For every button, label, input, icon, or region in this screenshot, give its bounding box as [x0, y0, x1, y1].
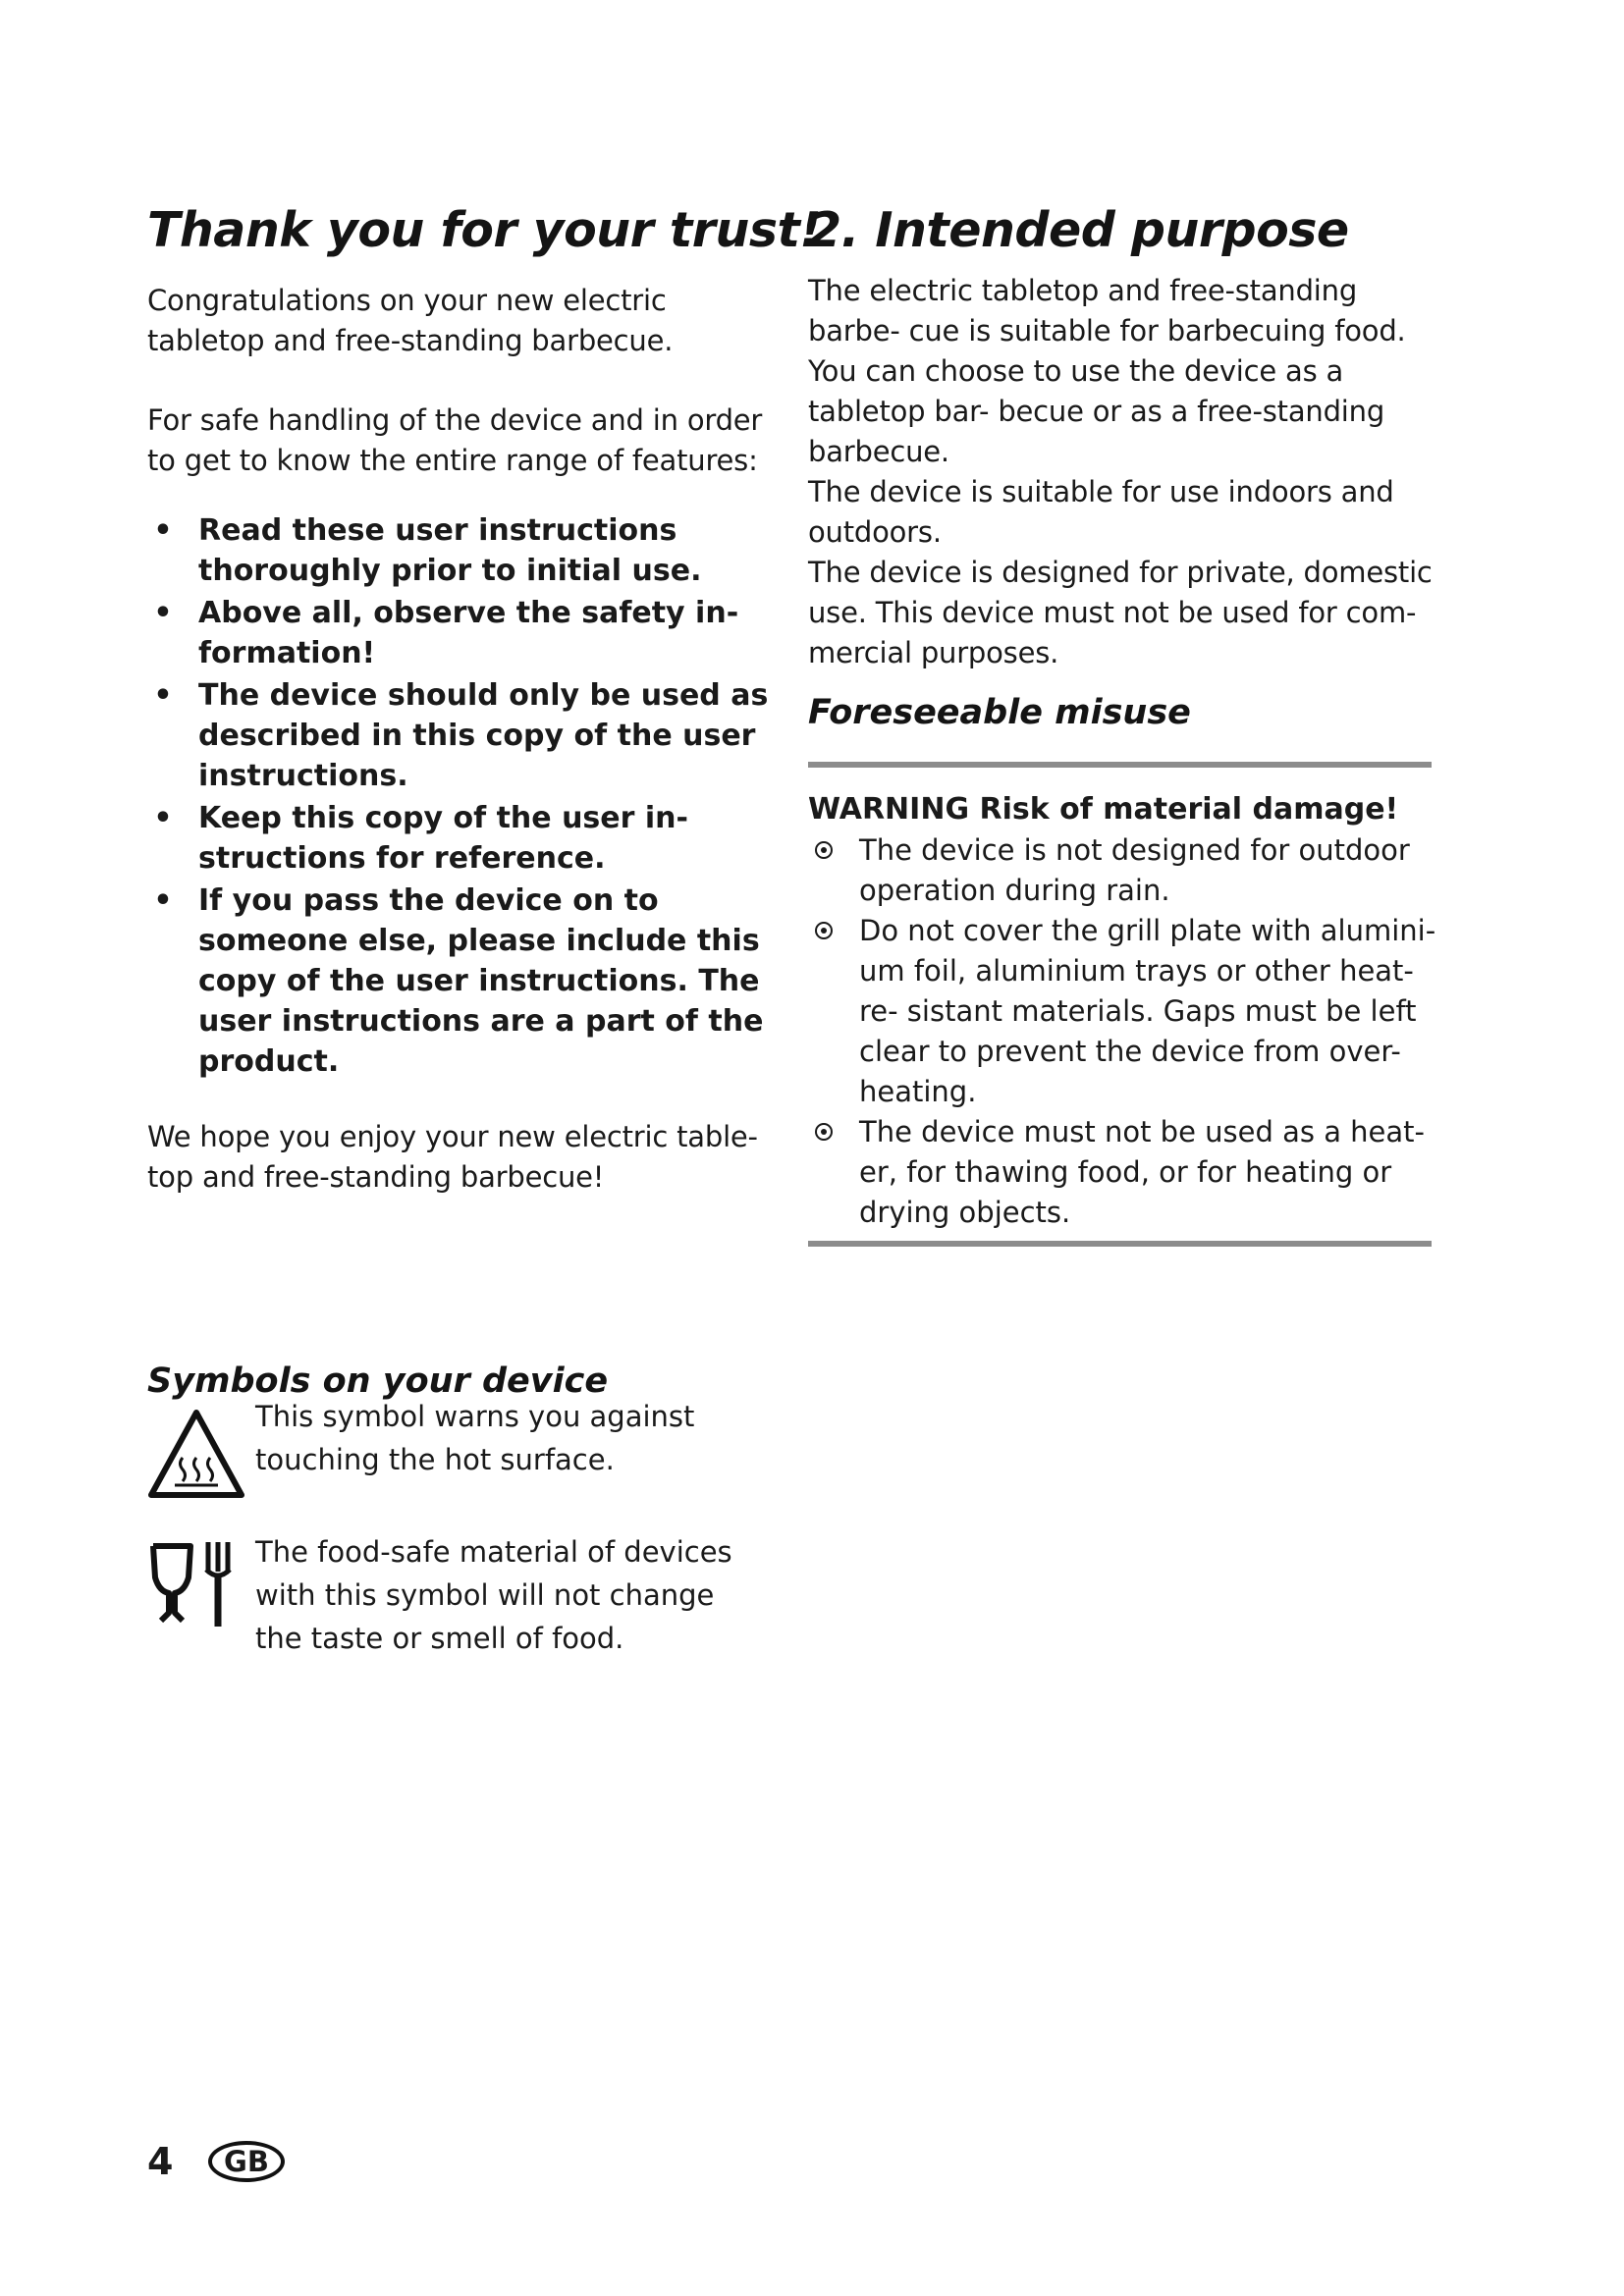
intended-purpose-heading: 2. Intended purpose [808, 202, 1349, 258]
country-code-badge: GB [208, 2141, 285, 2182]
instruction-list [147, 510, 776, 1082]
circle-dot-bullet-icon [814, 840, 834, 860]
list-item: • Above all, observe the safety in- formation! [147, 593, 776, 673]
thank-you-heading: Thank you for your trust! [147, 202, 822, 258]
bullet-icon: • [153, 596, 173, 630]
bullet-icon: • [153, 513, 173, 548]
bullet-icon: • [153, 883, 173, 918]
page-number: 4 [147, 2140, 174, 2183]
list-item: • The device should only be used as described in this copy of the user instructions. [147, 675, 776, 796]
symbol-row-hot-surface [147, 1395, 795, 1505]
closing-paragraph: We hope you enjoy your new electric table- top and free-standing barbecue! [147, 1120, 758, 1194]
symbol-row-food-safe [147, 1530, 795, 1660]
intro-paragraph-2: For safe handling of the device and in order to get to know the entire range of features: [147, 403, 763, 477]
list-item: Do not cover the grill plate with alumini- um foil, aluminium trays or other heat-re- sistant materials. Gaps must be left clear to prevent the device from over- heating. [808, 911, 1441, 1112]
hot-surface-warning-icon [147, 1395, 255, 1505]
food-safe-description: The food-safe material of devices with this symbol will not change the taste or smell of food. [255, 1535, 732, 1655]
section-divider-top [808, 762, 1432, 768]
hot-surface-description: This symbol warns you against touching the hot surface. [255, 1400, 695, 1476]
purpose-paragraph-3: The device is designed for private, domestic use. This device must not be used for com- mercial purposes. [808, 556, 1433, 669]
page-footer [147, 2140, 285, 2183]
list-item: • Read these user instructions thoroughly prior to initial use. [147, 510, 776, 591]
bullet-icon: • [153, 678, 173, 713]
right-column [808, 196, 1441, 1247]
symbols-heading: Symbols on your device [147, 1362, 609, 1401]
list-item: • If you pass the device on to someone else, please include this copy of the user instructions. The user instructions are a part of the product. [147, 881, 776, 1082]
food-safe-icon [147, 1530, 255, 1634]
list-item: The device is not designed for outdoor operation during rain. [808, 830, 1441, 911]
warning-list [808, 830, 1441, 1233]
symbols-section [147, 1360, 795, 1660]
bullet-icon: • [153, 801, 173, 835]
foreseeable-misuse-heading: Foreseeable misuse [808, 693, 1191, 732]
left-column [147, 196, 822, 1198]
purpose-paragraph-1: The electric tabletop and free-standing barbe- cue is suitable for barbecuing food. You can choose to use the device as a tabletop bar- becue or as a free-standing barbecue. [808, 274, 1406, 468]
intro-paragraph-1: Congratulations on your new electric tabletop and free-standing barbecue. [147, 284, 674, 357]
list-item: The device must not be used as a heat- er, for thawing food, or for heating or drying objects. [808, 1112, 1441, 1233]
purpose-paragraph-2: The device is suitable for use indoors and outdoors. [808, 475, 1394, 549]
section-divider-bottom [808, 1241, 1432, 1247]
circle-dot-bullet-icon [814, 921, 834, 940]
list-item: • Keep this copy of the user in- structions for reference. [147, 798, 776, 879]
warning-title: WARNING Risk of material damage! [808, 792, 1399, 827]
circle-dot-bullet-icon [814, 1122, 834, 1142]
